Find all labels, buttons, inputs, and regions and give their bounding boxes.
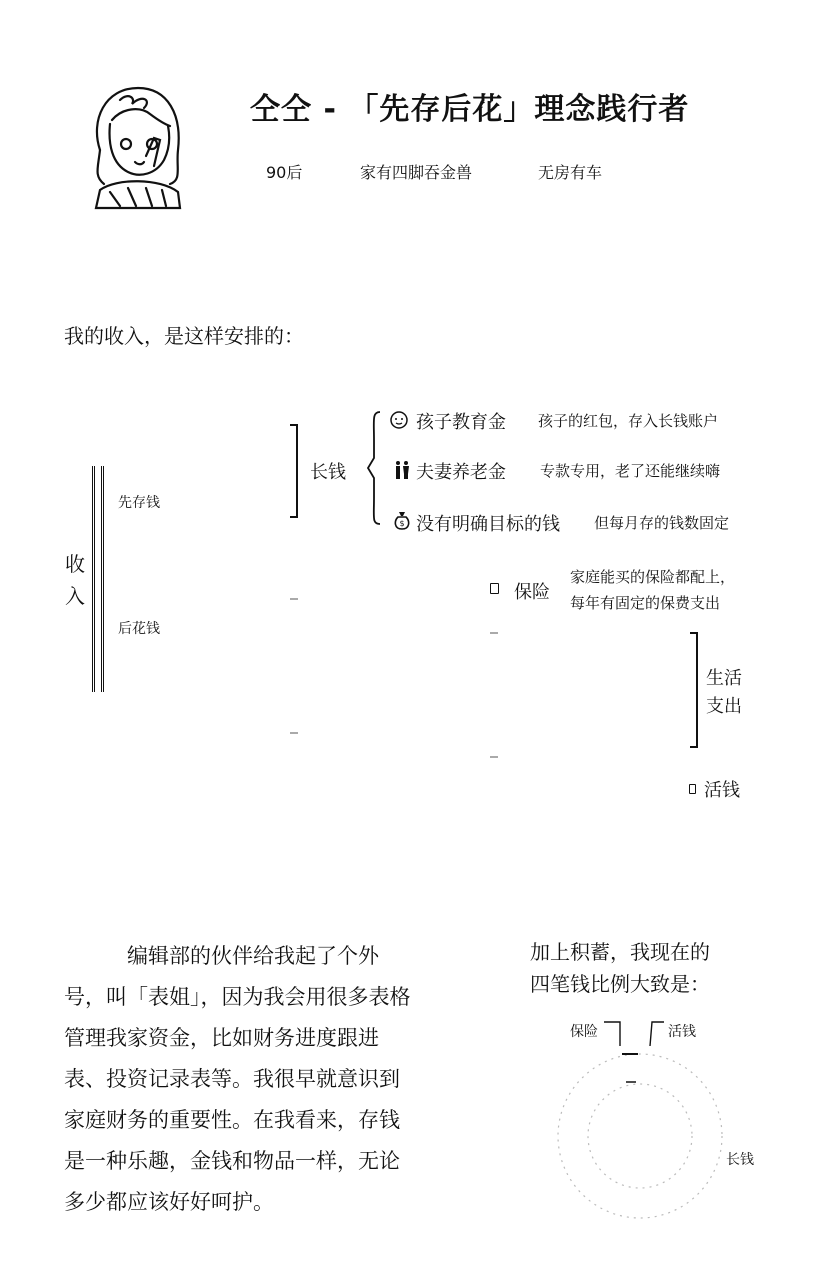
page-title: 仝仝 - 「先存后花」理念践行者 [250, 92, 690, 127]
save-first-label: 先存钱 [118, 495, 160, 511]
long-money-brace [366, 410, 382, 526]
living-label-line1: 生活 [706, 668, 742, 689]
item-untargeted-note: 但每月存的钱数固定 [594, 514, 730, 532]
ratio-pie-chart [540, 1016, 790, 1226]
connector-dash [490, 756, 498, 758]
tag-children: 家有四脚吞金兽 [360, 163, 473, 182]
intro-paragraph-text: 编辑部的伙伴给我起了个外号，叫「表姐」，因为我会用很多表格管理我家资金，比如财务进度跟进表、投资记录表等。我很早就意识到家庭财务的重要性。在我看来，存钱是一种乐趣，金钱和物品一样，无论多少都应该好好呵护。 [64, 944, 411, 1214]
item-education-note: 孩子的红包，存入长钱账户 [538, 412, 719, 430]
connector-dash [290, 598, 298, 600]
baby-face-icon [389, 410, 409, 430]
avatar [80, 80, 190, 210]
pie-label-active: 活钱 [668, 1024, 696, 1040]
income-label: 收入 [65, 552, 85, 608]
tag-assets: 无房有车 [538, 163, 603, 182]
item-pension-note: 专款专用，老了还能继续嗨 [540, 462, 721, 480]
long-money-label: 长钱 [310, 462, 346, 483]
ratio-caption [530, 936, 710, 1000]
item-untargeted-label: 没有明确目标的钱 [416, 514, 560, 535]
item-education-label: 孩子教育金 [416, 412, 506, 433]
pie-label-long: 长钱 [726, 1152, 754, 1168]
pie-label-insurance: 保险 [570, 1024, 598, 1040]
save-bracket [290, 424, 298, 518]
active-money-icon [689, 784, 696, 794]
spend-after-label: 后花钱 [118, 621, 160, 637]
root-bracket [92, 466, 104, 692]
ratio-caption-line1: 加上积蓄，我现在的 [530, 940, 710, 964]
intro-paragraph [64, 936, 414, 1223]
tag-age: 90后 [266, 163, 303, 182]
section-title: 我的收入，是这样安排的： [64, 324, 304, 348]
couple-icon [394, 460, 410, 480]
living-label-line2: 支出 [706, 696, 742, 717]
insurance-note-line1: 家庭能买的保险都配上， [570, 568, 736, 586]
insurance-icon [490, 583, 499, 594]
ratio-caption-line2: 四笔钱比例大致是： [530, 972, 710, 996]
insurance-note-line2: 每年有固定的保费支出 [570, 594, 721, 612]
money-bag-icon [394, 510, 410, 530]
insurance-label: 保险 [514, 582, 550, 603]
active-money-label: 活钱 [704, 780, 740, 801]
item-pension-label: 夫妻养老金 [416, 462, 506, 483]
connector-dash [490, 632, 498, 634]
living-bracket [690, 632, 698, 748]
connector-dash [290, 732, 298, 734]
svg-text:$: $ [399, 519, 405, 528]
